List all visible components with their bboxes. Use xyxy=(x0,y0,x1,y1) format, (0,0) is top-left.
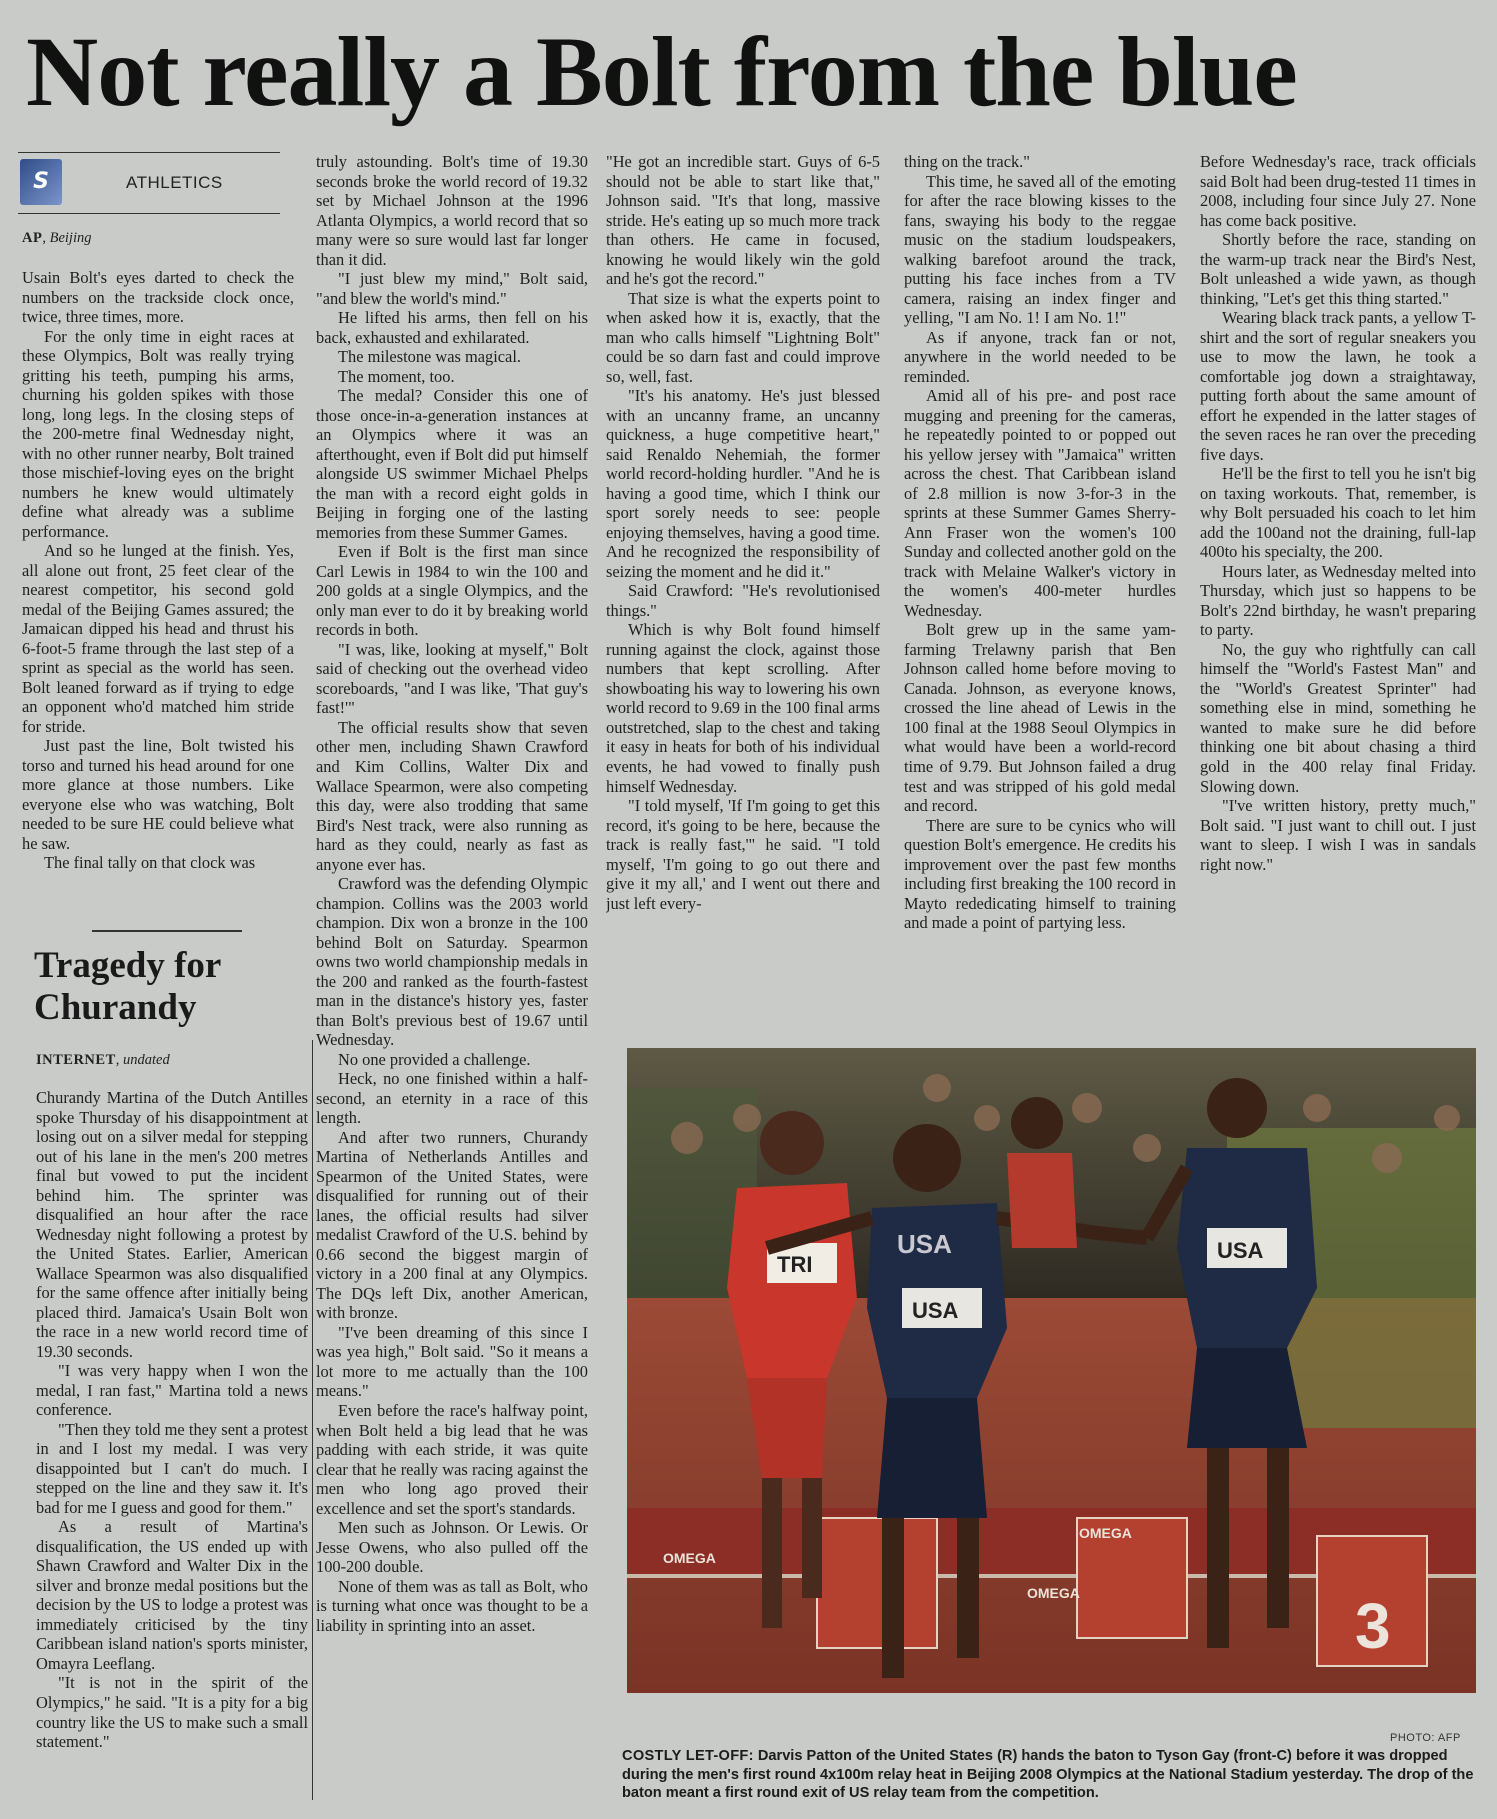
paragraph: There are sure to be cynics who will question Bolt's emergence. He credits his improvement over the past few months including first breaking the 100 record in Mayto rededicating himself to training and made a point of partying less. xyxy=(904,815,1176,933)
section-tag xyxy=(18,152,280,214)
bib-center: USA xyxy=(912,1298,959,1323)
caption-text: Darvis Patton of the United States (R) hands the baton to Tyson Gay (front-C) before it was dropped during the men's first round 4x100m relay heat in Beijing 2008 Olympics at the National Stadium yesterday. The drop of the baton meant a first round exit of US relay team from the competition. xyxy=(622,1748,1474,1802)
paragraph: "I was very happy when I won the medal, I ran fast," Martina told a news conference. xyxy=(36,1361,308,1420)
paragraph: Which is why Bolt found himself running against the clock, against those numbers that kept scrolling. After showboating his way to lowering his own world record to 9.69 in the 100 final arms outstretched, slap to the chest and taking it easy in heats for both of his individual events, he had vowed to finally push himself Wednesday. xyxy=(606,620,880,796)
paragraph: Bolt grew up in the same yam-farming Trelawny parish that Ben Johnson called home before moving to Canada. Johnson, as everyone knows, crossed the line ahead of Lewis in the 100 final at the 1988 Seoul Olympics in what would have been a world-record time of 9.79. But Johnson failed a drug test and was stripped of his gold medal and record. xyxy=(904,620,1176,816)
caption-lead: COSTLY LET-OFF: xyxy=(622,1748,754,1764)
paragraph: Hours later, as Wednesday melted into Thursday, which just so happens to be Bolt's 22nd birthday, he wasn't preparing to party. xyxy=(1200,561,1476,640)
paragraph: Just past the line, Bolt twisted his torso and turned his head around for one more glance at those numbers. Like everyone else who was watching, Bolt needed to be sure HE could believe what he saw. xyxy=(22,736,294,853)
paragraph: Amid all of his pre- and post race mugging and preening for the cameras, he repeatedly pointed to or popped out his yellow jersey with "Jamaica" written across the chest. That Caribbean island of 2.8 million is now 3-for-3 in the sprints at these Summer Games Sherry-Ann Fraser won the women's 100 Sunday and collected another gold on the track with Melaine Walker's victory in the women's 400-meter hurdles Wednesday. xyxy=(904,386,1176,620)
paragraph: For the only time in eight races at these Olympics, Bolt was really trying gritting his teeth, pumping his arms, churning his golden spikes with those long, long legs. In the closing steps of the 200-metre final Wednesday night, with no other runner nearby, Bolt trained those mischief-loving eyes on the bright numbers he knew would ultimately define what already was a sublime performance. xyxy=(22,326,294,541)
paragraph: "He got an incredible start. Guys of 6-5 should not be able to start like that," Johnson said. "It's that long, massive stride. He's eating up so much more track than others. He came in focused, knowing he would likely win the gold and he's got the record." xyxy=(606,152,880,289)
paragraph: Usain Bolt's eyes darted to check the numbers on the trackside clock once, twice, three times, more. xyxy=(22,268,294,327)
paragraph: And after two runners, Churandy Martina of Netherlands Antilles and Spearmon of the United States, were disqualified for running out of their lanes, the official results had silver medalist Crawford of the U.S. behind by 0.66 second the biggest margin of victory in a 200 final at any Olympics. The DQs left Dix, another American, with bronze. xyxy=(316,1127,588,1323)
paragraph: As if anyone, track fan or not, anywhere in the world needed to be reminded. xyxy=(904,327,1176,386)
dateline: AP, Beijing xyxy=(22,230,92,246)
sidebar-dateline-source: INTERNET xyxy=(36,1052,116,1068)
paragraph: And so he lunged at the finish. Yes, all alone out front, 25 feet clear of the nearest competitor, his second gold medal of the Beijing Games assured; the Jamaican dipped his head and thrust his 6-foot-5 frame through the last step of a sprint as special as the world has seen. Bolt leaned forward as if trying to edge an opponent who'd matched him stride for stride. xyxy=(22,541,294,736)
column-1 xyxy=(22,268,294,916)
section-label: ATHLETICS xyxy=(126,173,223,192)
paragraph: This time, he saved all of the emoting for after the race blowing kisses to the fans, swaying his body to the reggae music on the stadium loudspeakers, walking barefoot around the track, putting his face inches from a TV camera, raising an index finger and yelling, "I am No. 1! I am No. 1!" xyxy=(904,171,1176,328)
paragraph: That size is what the experts point to when asked how it is, exactly, that the man who calls himself "Lightning Bolt" could be so darn fast and could improve so, well, fast. xyxy=(606,288,880,386)
paragraph: Crawford was the defending Olympic champion. Collins was the 2003 world champion. Dix won a bronze in the 100 behind Bolt on Saturday. Spearmon owns two world championship medals in the 200 and ranked as the fourth-fastest man in the distance's history yes, faster than Bolt's previous best of 19.67 until Wednesday. xyxy=(316,874,588,1050)
paragraph: Wearing black track pants, a yellow T-shirt and the sort of regular sneakers you use to mow the lawn, he took a comfortable jog down a straightaway, putting forth about the same amount of effort he expended in the latter stages of the seven races he ran over the preceding five days. xyxy=(1200,308,1476,464)
divider xyxy=(92,930,242,932)
column-rule xyxy=(312,1040,313,1800)
paragraph: "I just blew my mind," Bolt said, "and blew the world's mind." xyxy=(316,269,588,308)
dateline-agency: AP xyxy=(22,230,43,246)
paragraph: The medal? Consider this one of those once-in-a-generation instances at an Olympics where it was an afterthought, even if Bolt did put himself alongside US swimmer Michael Phelps the man with a record eight golds in Beijing in forging one of the lasting memories from these Summer Games. xyxy=(316,386,588,542)
paragraph: Shortly before the race, standing on the warm-up track near the Bird's Nest, Bolt unleashed a wide yawn, as though thinking, "Let's get this thing started." xyxy=(1200,230,1476,308)
paragraph: thing on the track." xyxy=(904,152,1030,171)
lane-number: 3 xyxy=(1355,1590,1391,1662)
headline: Not really a Bolt from the blue xyxy=(26,16,1297,127)
bib-right: USA xyxy=(1217,1238,1264,1263)
paragraph: "I've been dreaming of this since I was yea high," Bolt said. "So it means a lot more to me actually than the 100 means." xyxy=(316,1322,588,1401)
paragraph: As a result of Martina's disqualification, the US ended up with Shawn Crawford and Walter Dix in the silver and bronze medal positions but the decision by the US to lodge a protest was immediately criticised by the tiny Caribbean island nation's sports minister, Omayra Leeflang. xyxy=(36,1517,308,1673)
paragraph: Even if Bolt is the first man since Carl Lewis in 1984 to win the 100 and 200 golds at a single Olympics, and the only man ever to do it by breaking world records in both. xyxy=(316,542,588,640)
sidebar-title: Tragedy for Churandy xyxy=(34,945,221,1028)
paragraph: Men such as Johnson. Or Lewis. Or Jesse Owens, who also pulled off the 100-200 double. xyxy=(316,1518,588,1577)
paragraph: Before Wednesday's race, track officials said Bolt had been drug-tested 11 times in 2008, including four since July 27. None has come back positive. xyxy=(1200,152,1476,230)
paragraph: None of them was as tall as Bolt, who is turning what once was thought to be a liability in sprinting into an asset. xyxy=(316,1576,588,1635)
paragraph: truly astounding. Bolt's time of 19.30 seconds broke the world record of 19.32 set by Michael Johnson at the 1996 Atlanta Olympics, a world record that so many were so sure would last far longer than it did. xyxy=(316,152,588,269)
column-4 xyxy=(904,152,1176,1028)
relay-photo xyxy=(627,1048,1476,1693)
paragraph: He'll be the first to tell you he isn't big on taxing workouts. That, remember, is why Bolt persuaded his coach to let him add the 100and not the draining, full-lap 400to his specialty, the 200. xyxy=(1200,464,1476,562)
paragraph: The final tally on that clock was xyxy=(44,853,256,873)
paragraph: No one provided a challenge. xyxy=(338,1049,531,1069)
sidebar-dateline: INTERNET, undated xyxy=(36,1052,170,1068)
dateline-place: Beijing xyxy=(49,230,92,246)
sponsor-logo-1: OMEGA xyxy=(663,1550,716,1566)
column-2 xyxy=(316,152,588,1812)
paragraph: Said Crawford: "He's revolutionised things." xyxy=(606,581,880,620)
paragraph: "Then they told me they sent a protest in and I lost my medal. I was very disappointed but I can't do much. I stepped on the line and they saw it. It's bad for me I guess and good for them." xyxy=(36,1419,308,1517)
column-3 xyxy=(606,152,880,1028)
paragraph: No, the guy who rightfully can call himself the "World's Fastest Man" and the "World's Greatest Sprinter" had something else in mind, something he wanted to make sure he did before thinking one bit about chasing a third gold in the 400 relay final Friday. Slowing down. xyxy=(1200,639,1476,796)
photo-caption xyxy=(622,1747,1482,1803)
paragraph: The milestone was magical. xyxy=(338,347,521,367)
sports-logo-icon: S xyxy=(20,159,62,205)
paragraph: Even before the race's halfway point, when Bolt held a big lead that he was padding with each stride, it was quite clear that he really was racing against the men who long ago proved their excellence and set the sport's standards. xyxy=(316,1401,588,1518)
relay-photo-art xyxy=(627,1048,1476,1693)
paragraph: "I've written history, pretty much," Bolt said. "I just want to chill out. I just want to sleep. I wish I was in sandals right now." xyxy=(1200,796,1476,874)
bib-left: TRI xyxy=(777,1252,813,1277)
paragraph: Heck, no one finished within a half-second, an eternity in a race of this length. xyxy=(316,1069,588,1128)
paragraph: "It's his anatomy. He's just blessed with an uncanny frame, an uncanny quickness, a huge competitive heart," said Renaldo Nehemiah, the former world record-holding hurdler. "And he is having a good time, which I think our sport sorely needs to see: people enjoying themselves, having a good time. And he recognized the responsibility of seizing the moment and he did it." xyxy=(606,386,880,581)
paragraph: He lifted his arms, then fell on his back, exhausted and exhilarated. xyxy=(316,308,588,347)
jersey-text: USA xyxy=(897,1229,952,1259)
sponsor-logo-3: OMEGA xyxy=(1027,1585,1080,1601)
paragraph: The official results show that seven other men, including Shawn Crawford and Kim Collins, Walter Dix and Wallace Spearmon, were also competing this day, were also trodding that same Bird's Nest track, were also running as hard as they could, nearly as fast as anyone ever has. xyxy=(316,717,588,874)
paragraph: "I told myself, 'If I'm going to get this record, it's going to be here, because the track is really fast,'" he said. "I told myself, 'I'm going to go out there and give it my all,' and I went out there and just left every- xyxy=(606,796,880,913)
photo-credit: PHOTO: AFP xyxy=(1390,1732,1461,1744)
paragraph: Churandy Martina of the Dutch Antilles spoke Thursday of his disappointment at losing out on a silver medal for stepping out of his lane in the men's 200 metres final but vowed to put the incident behind him. The sprinter was disqualified an hour after the race Wednesday night following a protest by the United States. Earlier, American Wallace Spearmon was also disqualified for the same offence after initially being placed third. Jamaica's Usain Bolt won the race in a new world record time of 19.30 seconds. xyxy=(36,1088,308,1361)
paragraph: "It is not in the spirit of the Olympics," he said. "It is a pity for a big country like the US to make such a small statement." xyxy=(36,1673,308,1752)
sidebar-dateline-when: undated xyxy=(123,1052,170,1068)
column-5 xyxy=(1200,152,1476,1028)
paragraph: "I was, like, looking at myself," Bolt said of checking out the overhead video scoreboards, "and I was like, 'That guy's fast!'" xyxy=(316,639,588,718)
sponsor-logo-2: OMEGA xyxy=(1079,1525,1132,1541)
sidebar-body xyxy=(36,1088,308,1808)
paragraph: The moment, too. xyxy=(338,366,455,386)
